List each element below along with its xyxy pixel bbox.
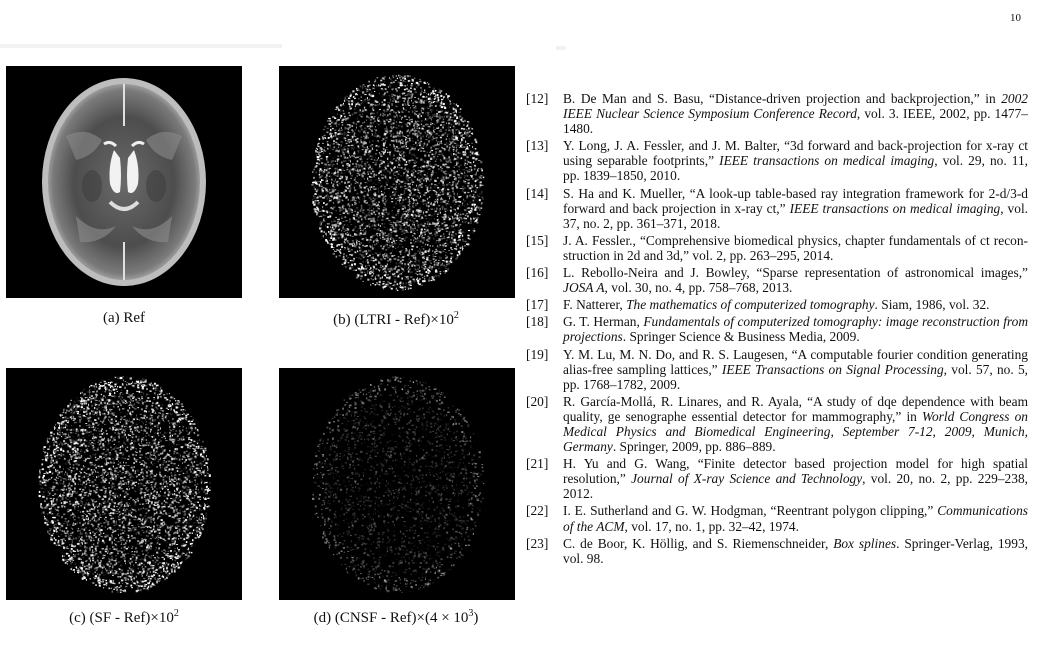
reference-text: H. Yu and G. Wang, “Finite detector based projection model for high spatial resolution,” Journal of X-ray Science and Technology, vol. 20, no. 2, pp. 229–238, 2012. (563, 456, 1028, 502)
reference-text: J. A. Fessler., “Comprehensive biomedical physics, chapter fundamentals of ct recon- struction in 2d and 3d,” vol. 2, pp. 263–295, 2014. (563, 232, 1028, 263)
reference-number: [23] (526, 535, 549, 551)
reference-text: B. De Man and S. Basu, “Distance-driven projection and backprojection,” in 2002 IEEE Nuclear Science Symposium Conference Record, vol. 3. IEEE, 2002, pp. 1477–1480. (563, 91, 1028, 137)
page-number: 10 (1010, 12, 1021, 24)
reference-item (526, 314, 1028, 344)
reference-number: [22] (526, 503, 549, 519)
references-list (526, 91, 1028, 568)
reference-number: [12] (526, 91, 549, 106)
ltri-difference-noise (279, 66, 515, 298)
reference-item (526, 536, 1028, 566)
reference-item (526, 138, 1028, 183)
figure-d-cnsf-diff-image (279, 368, 515, 600)
reference-number: [20] (526, 393, 549, 409)
reference-item (526, 233, 1028, 263)
figure-top-strip (0, 44, 282, 48)
reference-number: [19] (526, 346, 549, 362)
reference-number: [13] (526, 138, 549, 154)
figure-a-caption: (a) Ref (102, 310, 146, 326)
ref-brain-mri (6, 66, 242, 298)
figure-b-ltri-diff-image (279, 66, 515, 298)
reference-item (526, 186, 1028, 231)
reference-text: R. García-Mollá, R. Linares, and R. Ayala, “A study of dqe dependence with beam quality, ge senographe essential detector for mammography,” in World Congress on Medical Physics and Biomedical Engineering, September 7-12, 2009, Munich, Germany. Springer, 2009, pp. 886–889. (563, 393, 1028, 455)
reference-text: C. de Boor, K. Höllig, and S. Riemenschneider, Box splines. Springer-Verlag, 1993, vol. 98. (563, 535, 1028, 566)
reference-item (526, 265, 1028, 295)
reference-item (526, 297, 1028, 312)
cnsf-difference-noise (279, 368, 515, 600)
reference-text: G. T. Herman, Fundamentals of computerized tomography: image reconstruction from projections. Springer Science & Business Media, 2009. (563, 314, 1028, 345)
figure-c-sf-diff-image (6, 368, 242, 600)
reference-text: F. Natterer, The mathematics of computerized tomography. Siam, 1986, vol. 32. (563, 297, 990, 313)
reference-item (526, 503, 1028, 533)
column-top-strip (556, 46, 566, 50)
reference-text: Y. Long, J. A. Fessler, and J. M. Balter, “3d forward and back-projection for x-ray ct using separable footprints,” IEEE transactions on medical imaging, vol. 29, no. 11, pp. 1839–1850, 2010. (563, 138, 1028, 184)
reference-text: S. Ha and K. Mueller, “A look-up table-based ray integration framework for 2-d/3-d forward and back projection in x-ray ct,” IEEE transactions on medical imaging, vol. 37, no. 2, pp. 361–371, 2018. (563, 185, 1029, 231)
figure-c-caption: (c) $(SF - Ref)\times 10^2$ (69, 608, 179, 626)
figure-b-caption: (b) (LTRI - $Ref)\times 10^2$ (333, 310, 459, 328)
reference-number: [18] (526, 314, 549, 330)
reference-text: L. Rebollo-Neira and J. Bowley, “Sparse representation of astronomical images,” JOSA A, vol. 30, no. 4, pp. 758–768, 2013. (563, 265, 1028, 296)
reference-number: [17] (526, 297, 549, 313)
reference-item (526, 91, 1028, 136)
figure-a-ref-image (6, 66, 242, 298)
reference-item (526, 456, 1028, 501)
reference-number: [21] (526, 456, 549, 472)
reference-item (526, 347, 1028, 392)
reference-item (526, 394, 1028, 454)
sf-difference-noise (6, 368, 242, 600)
reference-number: [16] (526, 265, 549, 281)
reference-number: [15] (526, 232, 549, 248)
reference-number: [14] (526, 185, 549, 201)
reference-text: I. E. Sutherland and G. W. Hodgman, “Reentrant polygon clipping,” Communications of the ACM, vol. 17, no. 1, pp. 32–42, 1974. (563, 503, 1028, 534)
figure-d-caption: (d) (CNSF - $Ref)\times(4 \times 10^3)$ (313, 608, 479, 626)
reference-text: Y. M. Lu, M. N. Do, and R. S. Laugesen, “A computable fourier condition generating alias-free sampling lattices,” IEEE Transactions on Signal Processing, vol. 57, no. 5, pp. 1768–1782, 2009. (563, 346, 1028, 392)
